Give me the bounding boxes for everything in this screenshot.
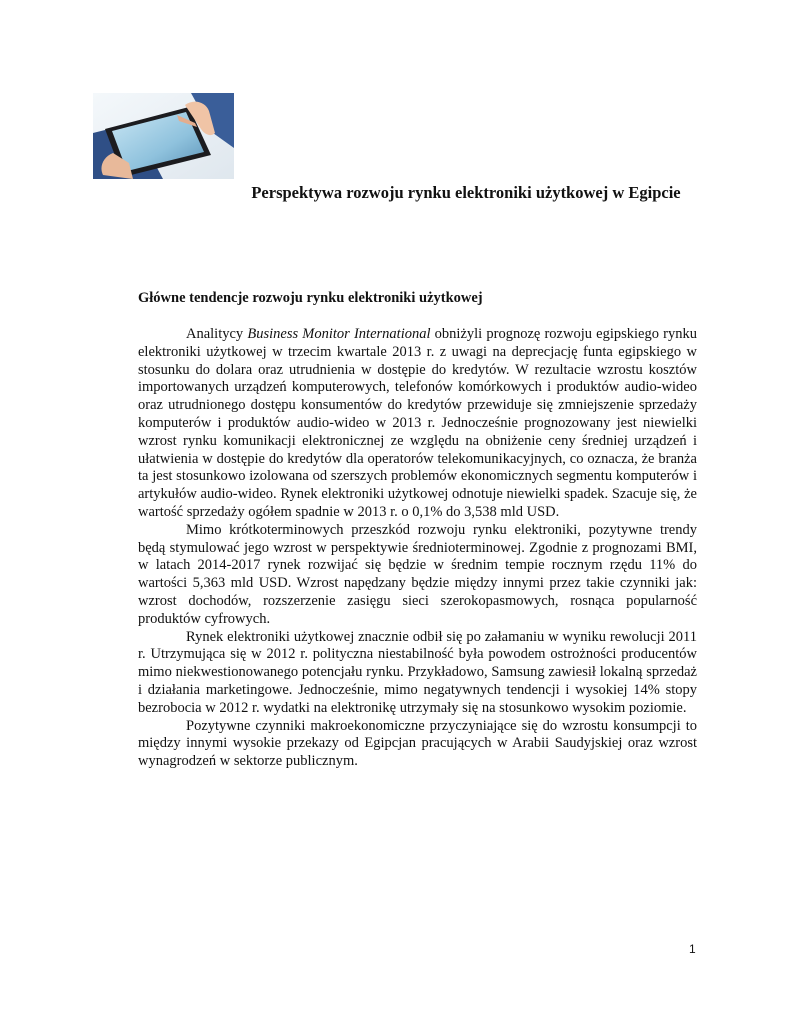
paragraph-1-start: Analitycy [186, 326, 248, 342]
document-body [138, 326, 697, 771]
tablet-hands-photo [93, 93, 234, 179]
paragraph-2: Mimo krótkoterminowych przeszkód rozwoju rynku elektroniki, pozytywne trendy będą stymulować jego wzrost w perspektywie średnioterminowej. Zgodnie z prognozami BMI, w latach 2014-2017 rynek rozwijać się będzie w średnim tempie rocznym rzędu 11% do wartości 5,363 mld USD. Wzrost napędzany będzie między innymi przez takie czynniki jak: wzrost dochodów, rozszerzenie zasięgu sieci szerokopasmowych, rosnąca popularność produktów cyfrowych. [138, 521, 697, 627]
section-heading: Główne tendencje rozwoju rynku elektroniki użytkowej [138, 290, 483, 306]
page-number: 1 [689, 942, 696, 956]
paragraph-1 [138, 326, 697, 522]
paragraph-1-rest: obniżyli prognozę rozwoju egipskiego rynku elektroniki użytkowej w trzecim kwartale 2013 r. z uwagi na deprecjację funta egipskiego w stosunku do dolara oraz utrudnienia w dostępie do kredytów. W rezultacie wzrostu kosztów importowanych urządzeń komputerowych, telefonów komórkowych i produktów audio-wideo oraz utrudnionego dostępu konsumentów do kredytów przewiduje się zmniejszenie sprzedaży komputerów i produktów audio-wideo w 2013 r. Jednocześnie prognozowany jest niewielki wzrost rynku komunikacji elektronicznej ze względu na obniżenie ceny średniej urządzeń i ułatwienia w dostępie do kredytów dla operatorów telekomunikacyjnych, co oznacza, że branża ta jest stosunkowo izolowana od szerszych problemów ekonomicznych segmentu komputerów i artykułów audio-wideo. Rynek elektroniki użytkowej odnotuje niewielki spadek. Szacuje się, że wartość sprzedaży ogółem spadnie w 2013 r. o 0,1% do 3,538 mld USD. [138, 326, 697, 520]
paragraph-1-emphasis: Business Monitor International [247, 326, 431, 342]
paragraph-3: Rynek elektroniki użytkowej znacznie odbił się po załamaniu w wyniku rewolucji 2011 r. Utrzymująca się w 2012 r. polityczna niestabilność była powodem ostrożności producentów mimo niekwestionowanego potencjału rynku. Przykładowo, Samsung zawiesił lokalną sprzedaż i działania marketingowe. Jednocześnie, mimo negatywnych tendencji i wysokiej 14% stopy bezrobocia w 2012 r. wydatki na elektronikę utrzymały się na stosunkowo wysokim poziomie. [138, 628, 697, 716]
document-title: Perspektywa rozwoju rynku elektroniki użytkowej w Egipcie [251, 183, 681, 202]
paragraph-4: Pozytywne czynniki makroekonomiczne przyczyniające się do wzrostu konsumpcji to między innymi wysokie przekazy od Egipcjan pracujących w Arabii Saudyjskiej oraz wzrost wynagrodzeń w sektorze publicznym. [138, 717, 697, 770]
